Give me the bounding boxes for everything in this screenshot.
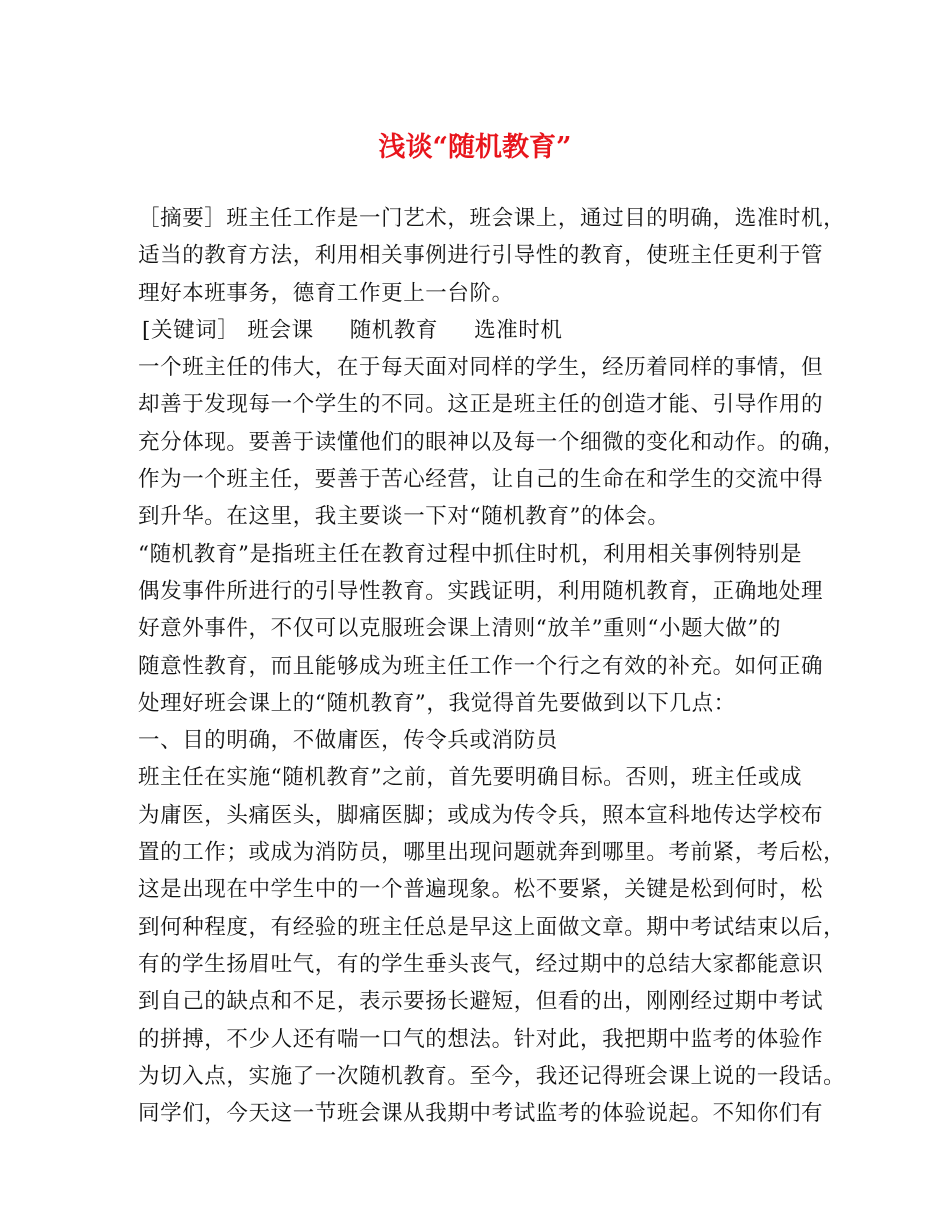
text-line-content: “随机教育”是指班主任在教育过程中抓住时机，利用相关事例特别是 [138, 541, 803, 567]
text-line-content: 为切入点，实施了一次随机教育。至今，我还记得班会课上说的一段话。 [138, 1063, 846, 1089]
text-line-content: 的拼搏，不少人还有喘一口气的想法。针对此，我把期中监考的体验作 [138, 1026, 824, 1052]
text-line-content: 作为一个班主任，要善于苦心经营，让自己的生命在和学生的交流中得 [138, 467, 824, 493]
text-line [138, 871, 824, 908]
text-line [138, 759, 820, 796]
text-line [138, 983, 824, 1020]
text-line-content: 这是出现在中学生中的一个普遍现象。松不要紧，关键是松到何时，松 [138, 877, 824, 903]
text-line-content: 有的学生扬眉吐气，有的学生垂头丧气，经过期中的总结大家都能意识 [138, 951, 824, 977]
text-line [138, 536, 820, 573]
text-line-content: 为庸医，头痛医头，脚痛医脚；或成为传令兵，照本宣科地传达学校布 [138, 802, 824, 828]
text-line [138, 573, 824, 610]
text-line-content: 到何种程度，有经验的班主任总是早这上面做文章。期中考试结束以后， [138, 914, 846, 940]
text-line [138, 834, 846, 871]
text-line-content: ［摘要］班主任工作是一门艺术，班会课上，通过目的明确，选准时机， [138, 206, 846, 231]
text-line [138, 461, 824, 498]
text-line [138, 648, 824, 685]
text-line-content: 到升华。在这里，我主要谈一下对“随机教育”的体会。 [138, 504, 670, 530]
text-line-content: 好意外事件，不仅可以克服班会课上清则“放羊”重则“小题大做”的 [138, 616, 782, 642]
text-line [138, 312, 820, 349]
text-line [138, 498, 820, 535]
text-line [138, 386, 824, 423]
text-line [138, 946, 824, 983]
text-line-content: 偶发事件所进行的引导性教育。实践证明，利用随机教育，正确地处理 [138, 578, 824, 604]
text-line [138, 685, 820, 722]
text-line [138, 797, 824, 834]
keyword-item: 随机教育 [349, 317, 439, 343]
text-line [138, 1095, 824, 1132]
text-line [138, 610, 820, 647]
text-line [138, 237, 824, 274]
text-line-content: 一、目的明确，不做庸医，传令兵或消防员 [138, 728, 558, 754]
text-line [138, 349, 824, 386]
text-line-content: 一个班主任的伟大，在于每天面对同样的学生，经历着同样的事情，但 [138, 355, 824, 381]
keywords-label: [关键词］ [142, 317, 240, 343]
text-line-content: 随意性教育，而且能够成为班主任工作一个行之有效的补充。如何正确 [138, 653, 824, 679]
text-line-content: 班主任在实施“随机教育”之前，首先要明确目标。否则，班主任或成 [138, 765, 803, 791]
document-body [138, 200, 846, 1132]
text-line [138, 722, 820, 759]
text-line-content: 理好本班事务，德育工作更上一台阶。 [138, 280, 514, 306]
keyword-item: 选准时机 [474, 317, 563, 343]
text-line [138, 1058, 846, 1095]
text-line [138, 200, 846, 237]
text-line-content: 处理好班会课上的“随机教育”，我觉得首先要做到以下几点： [138, 690, 736, 716]
text-line-content: 充分体现。要善于读懂他们的眼神以及每一个细微的变化和动作。的确， [138, 429, 846, 455]
text-line [138, 275, 820, 312]
text-line-content: 到自己的缺点和不足，表示要扬长避短，但看的出，刚刚经过期中考试 [138, 989, 824, 1015]
text-line-content: 却善于发现每一个学生的不同。这正是班主任的创造才能、引导作用的 [138, 392, 824, 418]
text-line [138, 1021, 824, 1058]
text-line [138, 424, 846, 461]
document-title: 浅谈“随机教育” [378, 132, 572, 163]
text-line-content: 同学们，今天这一节班会课从我期中考试监考的体验说起。不知你们有 [138, 1101, 824, 1127]
keyword-item: 班会课 [247, 317, 314, 343]
text-line-content: 置的工作；或成为消防员，哪里出现问题就奔到哪里。考前紧，考后松， [138, 840, 846, 866]
text-line [138, 909, 846, 946]
text-line-content: 适当的教育方法，利用相关事例进行引导性的教育，使班主任更利于管 [138, 243, 824, 269]
